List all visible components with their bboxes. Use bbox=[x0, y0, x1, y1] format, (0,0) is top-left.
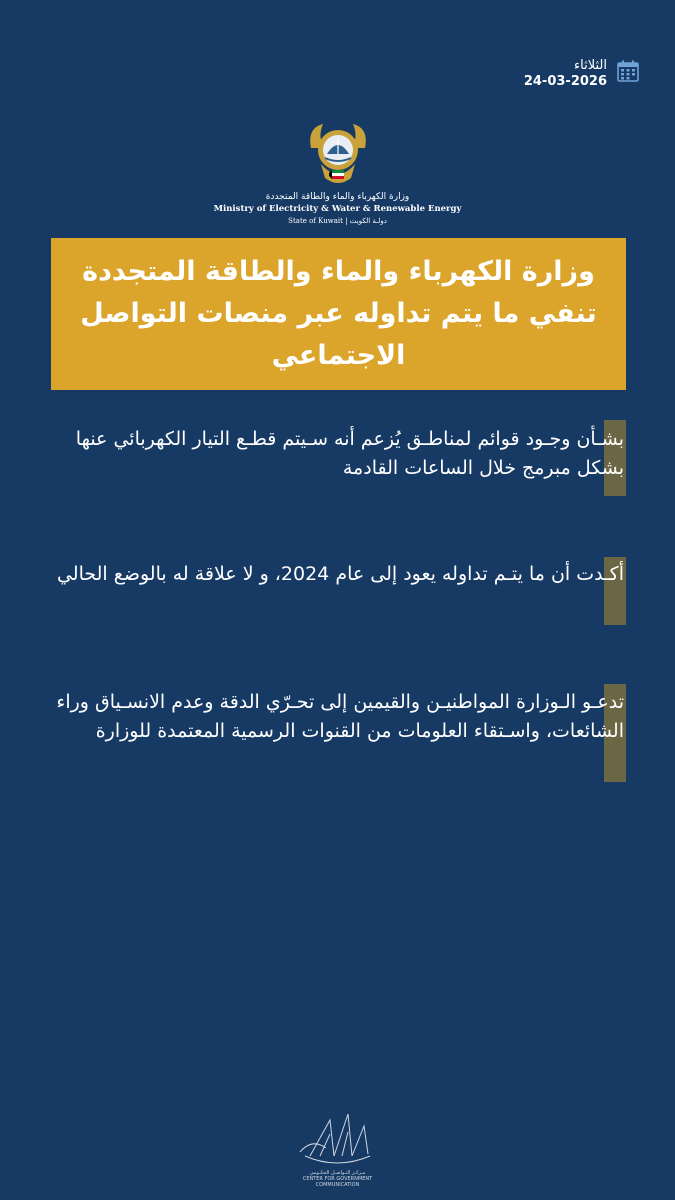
paragraph-2 bbox=[34, 560, 624, 589]
ministry-name-en: Ministry of Electricity & Water & Renewable Energy bbox=[213, 204, 462, 214]
paragraph-1-text: بشـأن وجـود قوائم لمناطـق يُزعم أنه سـيتم قطـع التيار الكهربائي عنها بشكل مبرمج خلال الساعات القادمة bbox=[75, 428, 624, 479]
state-line: State of Kuwait | دولـة الكويت bbox=[288, 217, 387, 225]
paragraph-2-text: أكـدت أن ما يتـم تداوله يعود إلى عام 2024، و لا علاقة له بالوضع الحالي bbox=[56, 563, 624, 585]
kuwait-emblem-icon bbox=[303, 118, 373, 190]
paragraph-1 bbox=[34, 425, 624, 482]
date-label: 24-03-2026 bbox=[523, 73, 607, 89]
paragraph-3-text: تدعـو الـوزارة المواطنيـن والقيمين إلى تحـرّي الدقة وعدم الانسـياق وراء الشائعات، واسـتقاء العلومات من القنوات الرسمية المعتمدة للوزارة bbox=[56, 691, 624, 742]
date-text bbox=[524, 58, 607, 89]
ministry-logo bbox=[0, 118, 675, 225]
gov-communication-logo bbox=[290, 1108, 385, 1178]
calendar-icon bbox=[617, 60, 639, 82]
ministry-name-ar: وزارة الكهرباء والماء والطاقة المتجددة bbox=[265, 192, 410, 202]
day-label: الثلاثاء bbox=[574, 58, 607, 73]
headline-box bbox=[51, 238, 626, 390]
paragraph-3 bbox=[34, 688, 624, 745]
footer-org-ar: مـركـز التـواصـل الحكـومي bbox=[309, 1170, 366, 1176]
footer-org-en: CENTER FOR GOVERNMENT COMMUNICATION bbox=[302, 1176, 373, 1188]
footer-caption bbox=[290, 1170, 385, 1188]
date-block bbox=[524, 58, 639, 89]
headline: وزارة الكهرباء والماء والطاقة المتجددة تنفي ما يتم تداوله عبر منصات التواصل الاجتماعي bbox=[80, 256, 597, 371]
